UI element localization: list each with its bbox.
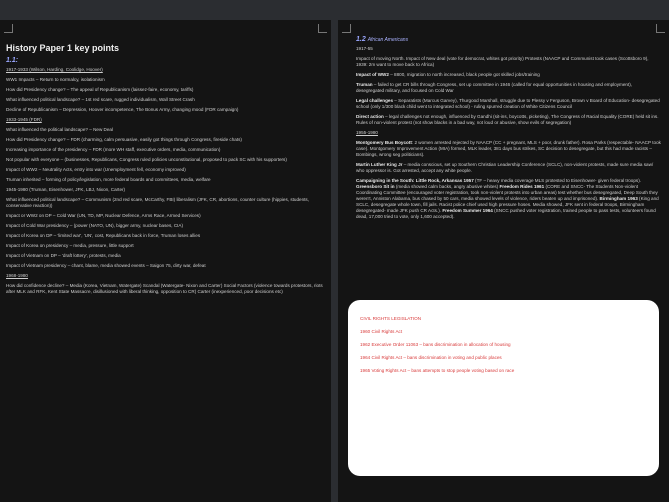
card-item: 1962 Executive Order 11063 – bans discrimination in allocation of housing: [360, 342, 511, 347]
note-line: Impact of Korea on presidency – media, pressure, little support: [6, 243, 134, 248]
note-paragraph: [356, 72, 661, 78]
section-number: 1.2: [356, 36, 366, 43]
note-paragraph: [356, 140, 661, 158]
note-line: Truman inherited – forming of policy/legislation, more federal boards and committees, media, welfare: [6, 177, 211, 182]
left-notes: [6, 67, 325, 295]
card-title: CIVIL RIGHTS LEGISLATION: [360, 316, 422, 321]
left-page: [0, 20, 331, 502]
period-label: 1933-1945 (FDR): [6, 117, 42, 122]
section-heading: [356, 36, 661, 43]
period-label: 1917-55: [356, 46, 373, 51]
note-line: Increasing importance of the presidency – FDR (more WH staff, executive orders, media, communication): [6, 147, 221, 152]
note-paragraph: Impact of moving North. Impact of New deal (vote for democrat, whites got priority) Protests (NAACP and Communist took cases (Scottsboro 9), 1939: 2m want to move back to Africa): [356, 56, 649, 67]
page-title: History Paper 1 key points: [6, 43, 120, 53]
note-line: WW1 Impacts – Return to normalcy, isolationism: [6, 77, 105, 82]
period-label: 1917-1933 (Wilson, Harding, Coolidge, Hoover): [6, 67, 103, 72]
note-label: Impact of WW2: [356, 72, 389, 77]
note-line: Impact of Korea on DP – 'limited war', 'UN', cost, Republicans back in force, Truman loses allies: [6, 233, 201, 238]
note-paragraph: [356, 114, 661, 126]
note-label: Direct action: [356, 114, 384, 119]
page-corner-mark: [656, 24, 665, 33]
note-paragraph: [356, 162, 661, 174]
note-text: – Separatists (Marcus Garvey), Thurgood Marshall, struggle due to Plessy v Ferguson, Brown v Board of Education- desegregated school (only 1/300 black child went to integrated school) - ruling spurred creation of White Citizens Council: [356, 98, 660, 109]
note-text: (CORE and SNCC- The Students Non-violent Coordinating Committee (encouraged voter registration, took non-violent protests into urban areas) test whether bus desegregated, Deep South they weren't, Anniston Alabama, bus chased by 50 cars, media showed levels of violence, riders beaten up and imprisoned).: [356, 184, 658, 201]
note-text: (SNCC pushed voter registration, trained people to pass tests, volunteers found dead, 17,000 tried to vote, only 1,600 accepted).: [356, 208, 656, 219]
legislation-card: [348, 300, 659, 476]
note-label: Legal challenges: [356, 98, 394, 103]
card-item: 1965 Voting Rights Act – bans attempts to stop people voting based on race: [360, 368, 515, 373]
note-text: – 8800, migration to north increased, black people got skilled jobs/training: [388, 72, 540, 77]
note-paragraph: [356, 98, 661, 110]
note-label: Campaigning in the South: Little Rock, Arkansas 1957: [356, 178, 474, 183]
note-line: What influenced the political landscape? – New Deal: [6, 127, 113, 132]
note-line: Impact or WW2 on DP – Cold War (UN, TD, MP, Nuclear Defence, Arms Race, Armed Services): [6, 213, 201, 218]
note-line: What influenced political landscape? – 1st red scare, rugged individualism, Wall Street Crash: [6, 97, 195, 102]
page-corner-mark: [342, 24, 351, 33]
note-line: Impact of Vietnam presidency – chant, blame, media showed events – Saigon 75, dirty war, defeat: [6, 263, 206, 268]
page-corner-mark: [4, 24, 13, 33]
note-line: Impact of Vietnam on DP – 'draft lottery', protests, media: [6, 253, 121, 258]
period-label: 1968-1980: [6, 273, 28, 278]
note-text: – failed to get CR bills through Congress, set up committee in 1946 (called for equal opportunities in housing and employment), desegregated military, and focused on Cold War: [356, 82, 633, 93]
note-label: Martin Luther King Jr: [356, 162, 403, 167]
note-text: – legal challenges not enough, influenced by Gandhi (sit-ins, boycotts, picketing), The Congress of Racial Equality (CORE) held sit ins. Rules of non-violent protest (not show blacks in a bad way, not loud or abusive, show evils of segregation): [356, 114, 659, 125]
note-label: Truman: [356, 82, 373, 87]
card-item: 1960 Civil Rights Act: [360, 329, 403, 334]
note-line: How did Presidency change? – FDR (charming, calm persuasive, easily got things through Congress, fireside chats): [6, 137, 242, 142]
note-label: Montgomery Bus Boycott: [356, 140, 412, 145]
note-text: (TF – heavy media coverage MLS protested to Eisenhower- given federal troops).: [473, 178, 642, 183]
note-text: (King and SCLC, desegregate whole town, fill jails. Racist police chief used high pressure hoses. Media showed, JFK sent in federal troops, Birmingham desegregated- made JFK push CR Acts.).: [356, 196, 659, 213]
note-line: Impact of WW2 – Neutrality Acts, entry into war (Unemployment fell, economy improved): [6, 167, 186, 172]
card-item: 1964 Civil Rights Act – bans discrimination in voting and public places: [360, 355, 502, 360]
right-page: [338, 20, 669, 502]
note-text: (media showed calm backs, angry abusive whites): [394, 184, 500, 189]
note-line: Decline of Republicanism – Depression, Hoover incompetence, The Bonus Army, changing mood (FDR campaign): [6, 107, 239, 112]
note-line: What influenced political landscape? – Communism (2nd red scare, McCarthy, FBI) liberalism (JFK, CR, abortions, counter culture (hippies, students, conservative reaction)): [6, 197, 309, 208]
note-line: How did confidence decline? – Media (Korea, Vietnam, Watergate) Scandal (Watergate- Nixon and Carter) Social Factors (violence towards protestors, riots after MLK and RFK, Kent State Massacre, disillusioned with liberal thinking, opposition to CR) Carter (inexperienced, poor decisions etc): [6, 283, 323, 294]
period-label: 1955-1980: [356, 130, 378, 135]
note-line: How did Presidency change? – The appeal of Republicanism (laissez-faire, economy, tariffs): [6, 87, 194, 92]
note-label: Freedom Rides 1961: [499, 184, 545, 189]
note-label: Greensboro Sit in: [356, 184, 395, 189]
note-paragraph: [356, 178, 661, 220]
note-text: : 2 women arrested rejected by NAACP (CC + pregnant, MLS + poor, drunk father). Rosa Parks (respectable- NAACP took case). Montgomery Improvement Action (MIA) formed, MLK leader, 381 days bus strikes, SC decision to desegregate, but this had made racists – Bombings, wrong seg politicians).: [356, 140, 661, 157]
page-corner-mark: [318, 24, 327, 33]
note-paragraph: [356, 82, 661, 94]
note-line: Impact of Cold War presidency – (power (NATO, UN), bigger army, nuclear bases, CIA): [6, 223, 184, 228]
section-subtitle: African Americans: [367, 37, 409, 43]
section-heading: 1.1:: [6, 57, 19, 64]
note-label: Freedom Summer 1964: [442, 208, 493, 213]
note-text: – media conscious, set up Southern Christian Leadership Conference (SCLC), non-violent protests, made sure media saw/ who oppressor is. Got arrested, accept any white people.: [356, 162, 654, 173]
note-line: 1945-1980 (Truman, Eisenhower, JFK, LBJ, Nixon, Carter): [6, 187, 126, 192]
note-label: Birmingham 1963: [599, 196, 638, 201]
note-line: Not popular with everyone – (businesses, Republicans, Congress ruled policies unconstitutional, proposed to pack SC with his supporters): [6, 157, 287, 162]
